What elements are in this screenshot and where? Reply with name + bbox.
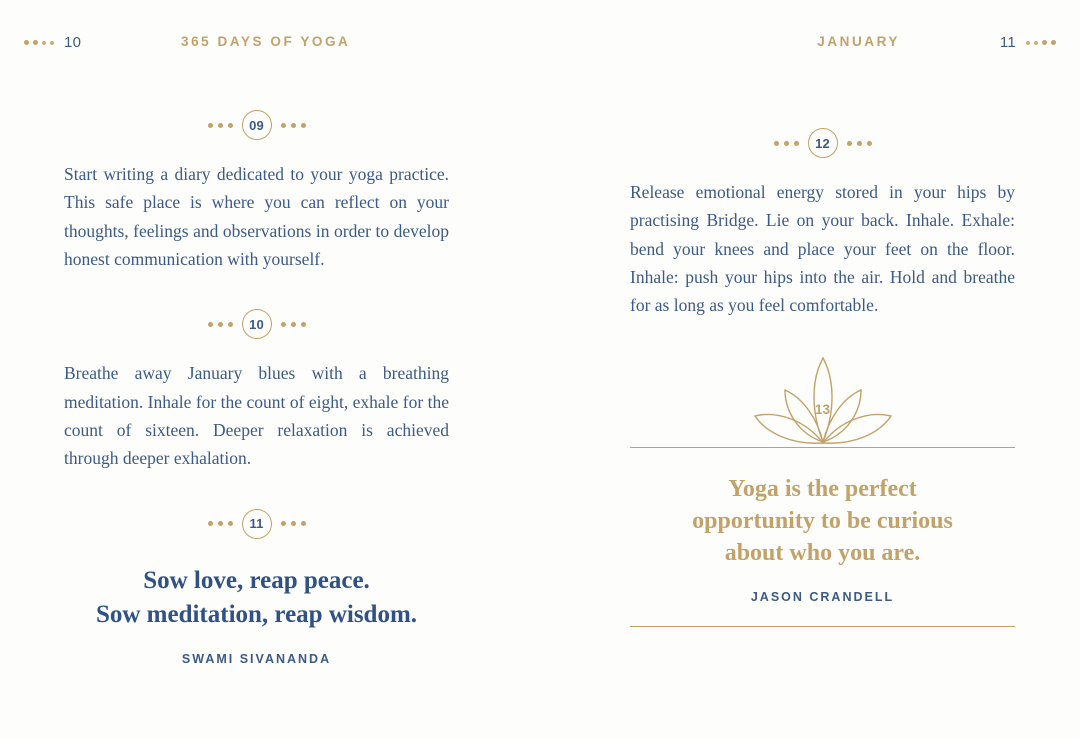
dot-ornament-icon [208, 322, 233, 327]
dot-ornament-icon [208, 123, 233, 128]
day-marker-12 [630, 128, 1015, 158]
month-title: JANUARY [817, 34, 900, 49]
dot-ornament-icon [24, 40, 54, 45]
dot-ornament-icon [281, 322, 306, 327]
day-number: 11 [242, 509, 272, 539]
page-number-right: 11 [999, 34, 1016, 51]
dot-ornament-icon [208, 521, 233, 526]
quote-line-2: opportunity to be curious [692, 508, 953, 535]
day-marker-09 [64, 110, 449, 140]
quote-line-1: Yoga is the perfect [728, 476, 917, 503]
quote-line-2: Sow meditation, reap wisdom. [95, 601, 418, 629]
dot-ornament-icon [774, 141, 799, 146]
day-marker-10 [64, 309, 449, 339]
right-page-column [630, 110, 1015, 627]
header-left-group [24, 34, 81, 51]
running-head [0, 34, 1080, 60]
dot-ornament-icon [1026, 40, 1056, 45]
spacer [64, 273, 449, 309]
divider-bottom [630, 626, 1015, 627]
left-page-column [64, 110, 449, 666]
quote-attribution: JASON CRANDELL [750, 589, 895, 604]
book-title: 365 DAYS OF YOGA [181, 34, 351, 49]
day-number: 09 [242, 110, 272, 140]
entry-text: Release emotional energy stored in your hips by practising Bridge. Lie on your back. Inhale. Exhale: bend your knees and place your feet on the floor. Inhale: push your hips into the air. Hold and breathe for as long as you feel comfortable. [630, 182, 1015, 316]
day-marker-11 [64, 509, 449, 539]
dot-ornament-icon [847, 141, 872, 146]
page-number-left: 10 [64, 34, 82, 51]
quote-line-1: Sow love, reap peace. [143, 566, 370, 594]
entry-text: Breathe away January blues with a breathing meditation. Inhale for the count of eight, exhale for the count of sixteen. Deeper relaxation is achieved through deeper exhalation. [64, 363, 449, 469]
dot-ornament-icon [281, 123, 306, 128]
dot-ornament-icon [281, 521, 306, 526]
quote-attribution: SWAMI SIVANANDA [181, 651, 332, 666]
lotus-quote-block [630, 350, 1015, 628]
day-number: 13 [814, 401, 831, 417]
entry-text: Start writing a diary dedicated to your yoga practice. This safe place is where you can reflect on your thoughts, feelings and observations in order to develop honest communication with yourself. [64, 164, 449, 270]
spacer [64, 473, 449, 509]
day-number: 12 [808, 128, 838, 158]
header-right-group [1000, 34, 1056, 51]
lotus-icon-wrap [630, 350, 1015, 455]
quote-line-3: about who you are. [724, 539, 921, 566]
day-number: 10 [242, 309, 272, 339]
quote-box [630, 448, 1015, 604]
